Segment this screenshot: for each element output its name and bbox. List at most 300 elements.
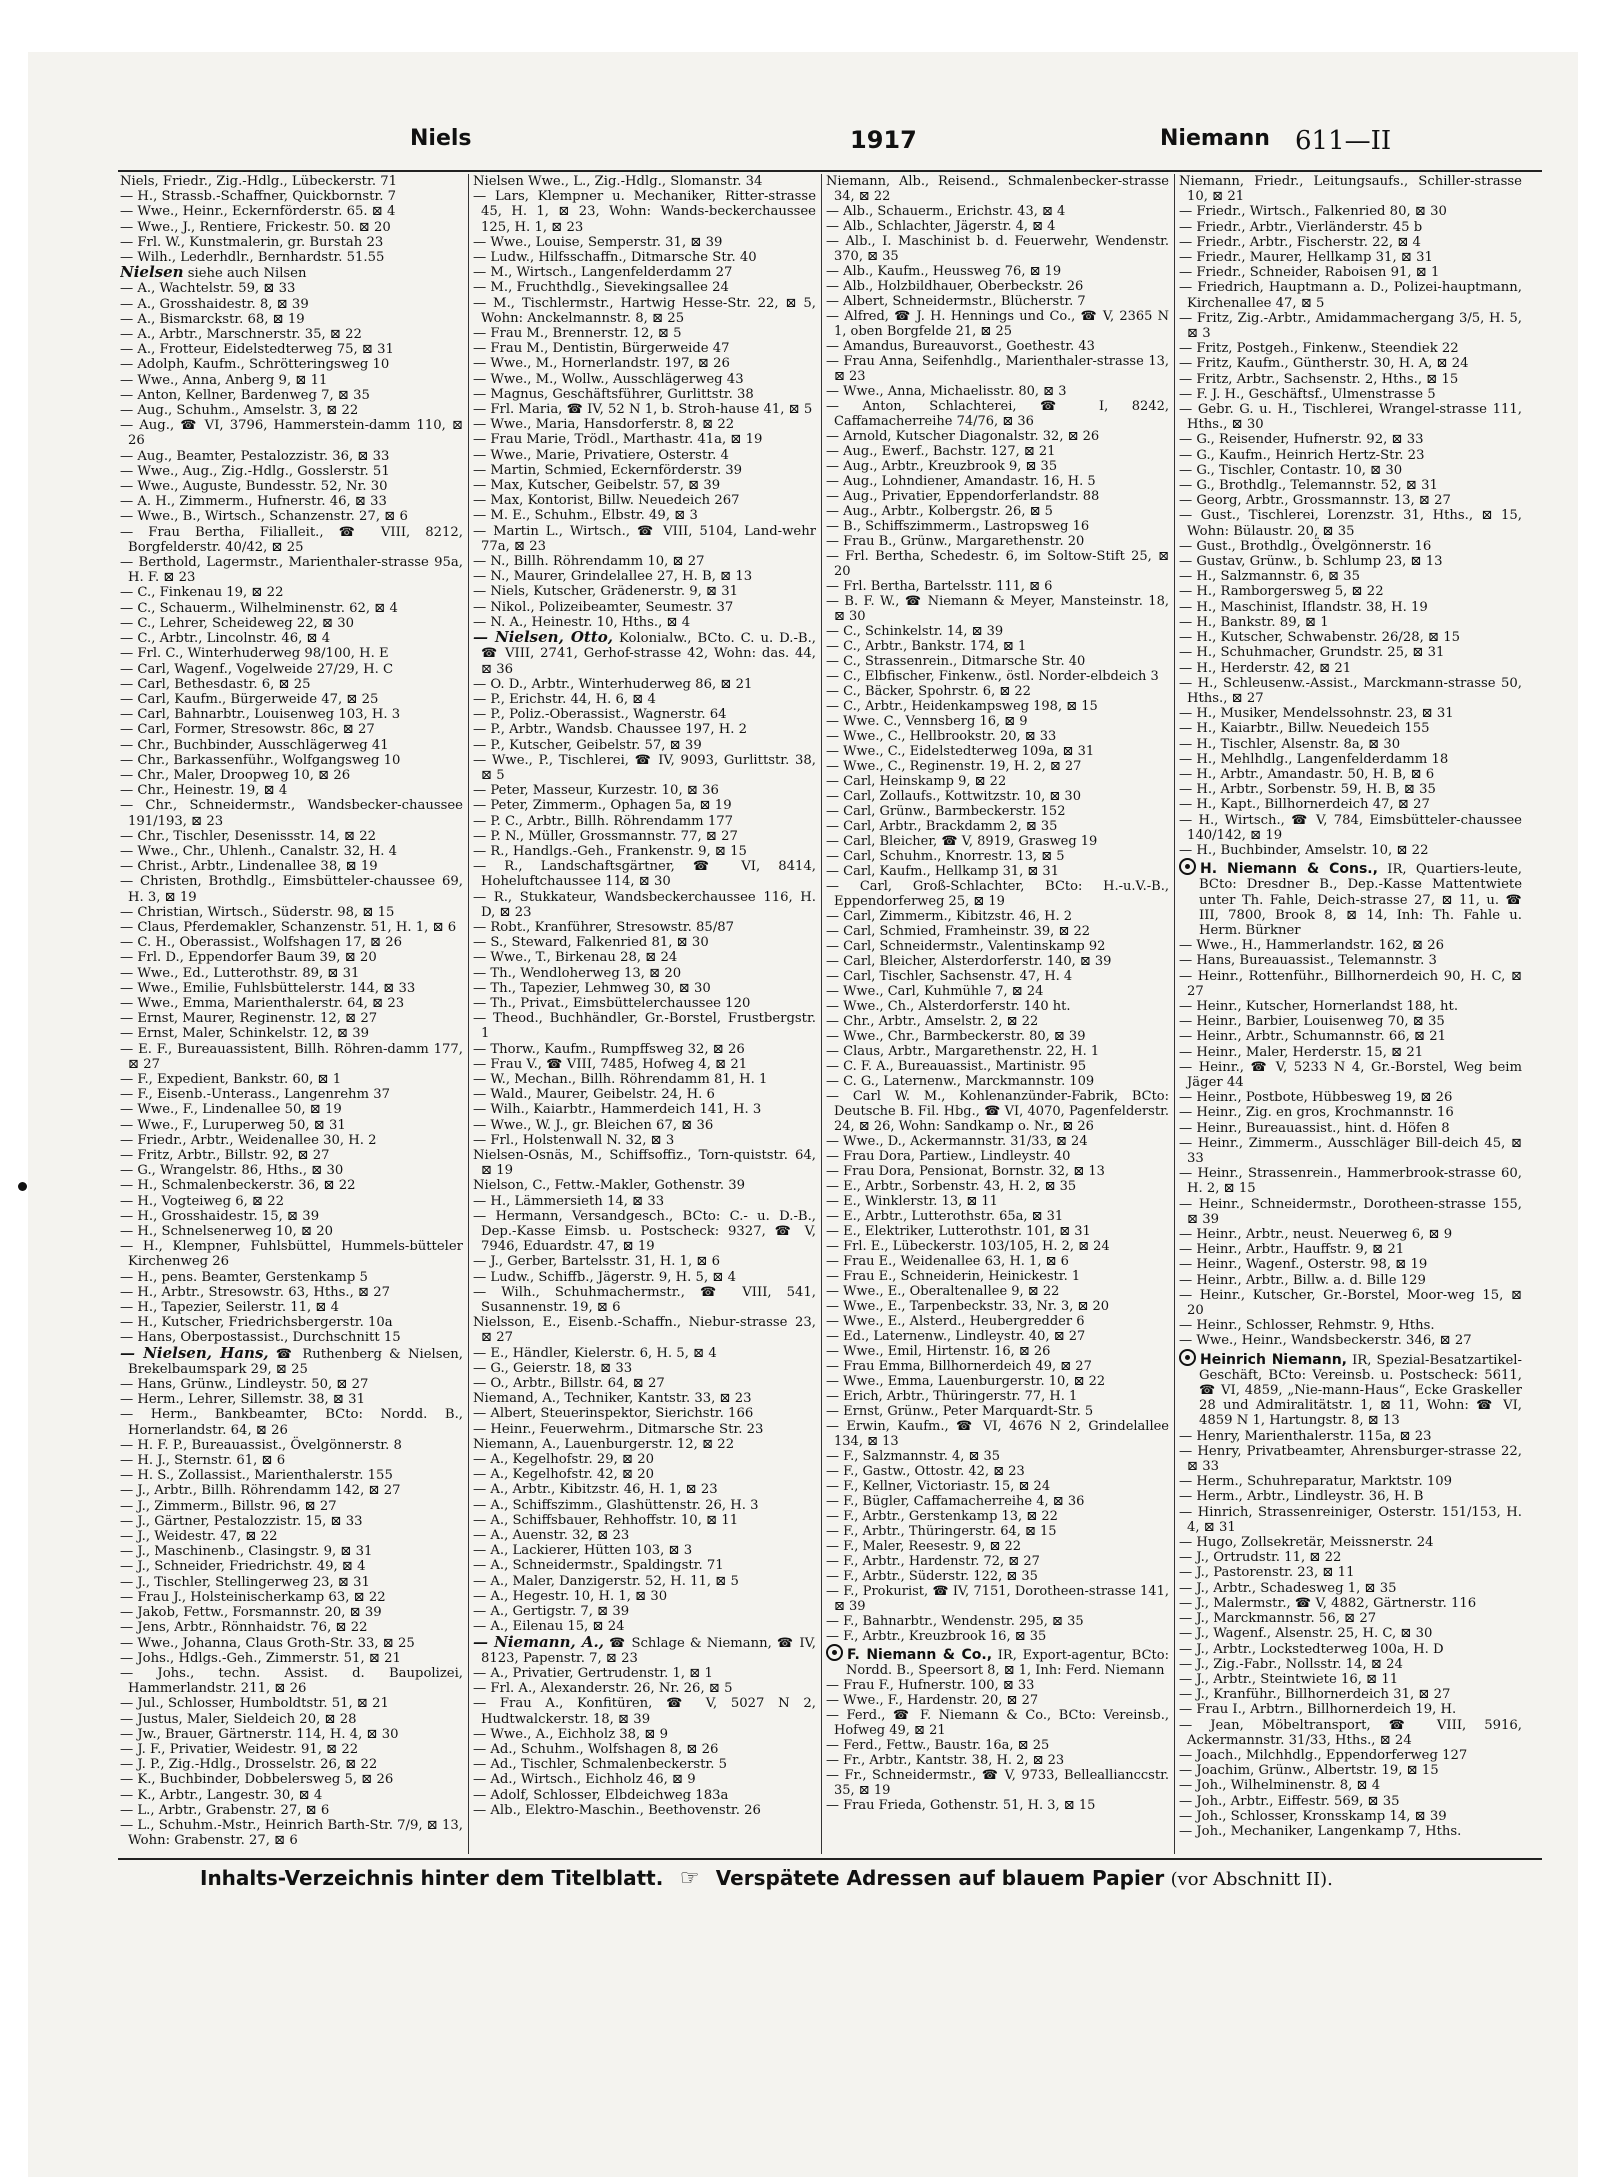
directory-entry: [120, 1102, 463, 1117]
header-year: 1917: [850, 126, 917, 154]
entry-text: — C., Schauerm., Wilhelminenstr. 62, ⊠ 4: [120, 600, 398, 616]
entry-text: — Magnus, Geschäftsführer, Gurlittstr. 38: [473, 386, 754, 402]
entry-text: — H. J., Sternstr. 61, ⊠ 6: [120, 1453, 286, 1469]
header-rule: [118, 170, 1542, 172]
entry-text: — Heinr., Kutscher, Hornerlandst 188, ht.: [1179, 998, 1459, 1014]
entry-text: — E., Arbtr., Sorbenstr. 43, H. 2, ⊠ 35: [826, 1179, 1077, 1194]
directory-entry: [473, 387, 816, 402]
entry-text: — F., Arbtr., Kreuzbrook 16, ⊠ 35: [826, 1629, 1047, 1644]
directory-entry: [826, 1374, 1169, 1389]
entry-text: — Fritz, Arbtr., Billstr. 92, ⊠ 27: [120, 1148, 330, 1163]
directory-entry: [120, 1575, 463, 1590]
entry-text: — Wwe., E., Oberaltenallee 9, ⊠ 22: [826, 1284, 1060, 1299]
entry-text: — Fr., Arbtr., Kantstr. 38, H. 2, ⊠ 23: [826, 1753, 1065, 1768]
directory-entry: [473, 1118, 816, 1133]
directory-entry: [120, 1590, 463, 1605]
entry-text: — C., Bäcker, Spohrstr. 6, ⊠ 22: [826, 684, 1031, 699]
entry-text: — J. F., Privatier, Weidestr. 91, ⊠ 22: [120, 1741, 359, 1757]
surname-heading: — Nielsen, Otto,: [473, 628, 613, 647]
entry-text: — Georg, Arbtr., Grossmannstr. 13, ⊠ 27: [1179, 493, 1451, 509]
entry-text: — Wwe., Auguste, Bundesstr. 52, Nr. 30: [120, 479, 388, 495]
entry-text: — H., Grosshaidestr. 15, ⊠ 39: [120, 1208, 320, 1224]
entry-text: — Frl. Bertha, Schedestr. 6, im Soltow-Stift 25, ⊠ 20: [826, 549, 1169, 579]
entry-text: — Chr., Schneidermstr., Wandsbecker-chaussee 191/193, ⊠ 23: [120, 798, 463, 829]
directory-entry: [826, 789, 1169, 804]
entry-text: — Alb., Kaufm., Heussweg 76, ⊠ 19: [826, 264, 1062, 279]
directory-entry: [473, 935, 816, 950]
directory-entry: [1179, 737, 1522, 752]
firm-name: H. Niemann & Cons.,: [1200, 861, 1378, 878]
directory-entry: [1179, 204, 1522, 219]
directory-entry: [1179, 615, 1522, 630]
directory-entry: [473, 753, 816, 783]
entry-text: — Aug., Ewerf., Bachstr. 127, ⊠ 21: [826, 444, 1056, 459]
directory-entry: [120, 1544, 463, 1559]
entry-text: — Carl, Bleicher, ☎ V, 8919, Grasweg 19: [826, 834, 1098, 849]
directory-entry: [826, 1753, 1169, 1768]
entry-text: — A., Schneidermstr., Spaldingstr. 71: [473, 1558, 724, 1574]
entry-text: — Th., Privat., Eimsbüttelerchaussee 120: [473, 995, 751, 1011]
directory-entry: [826, 729, 1169, 744]
entry-text: — Fritz, Arbtr., Sachsenstr. 2, Hths., ⊠ 15: [1179, 371, 1459, 387]
directory-entry: [826, 624, 1169, 639]
directory-entry: [826, 294, 1169, 309]
entry-text: — A., Wachtelstr. 59, ⊠ 33: [120, 281, 296, 297]
entry-text: — H., Salzmannstr. 6, ⊠ 35: [1179, 569, 1360, 585]
entry-text: — J., Zimmerm., Billstr. 96, ⊠ 27: [120, 1498, 337, 1514]
directory-entry: [473, 630, 816, 677]
entry-text: — Carl, Wagenf., Vogelweide 27/29, H. C: [120, 661, 394, 677]
entry-text: — Frau E., Weidenallee 63, H. 1, ⊠ 6: [826, 1254, 1069, 1269]
entry-text: — Frau Dora, Pensionat, Bornstr. 32, ⊠ 13: [826, 1164, 1105, 1179]
directory-entry: [473, 1011, 816, 1041]
entry-text: — Friedr., Arbtr., Vierländerstr. 45 b: [1179, 219, 1423, 235]
directory-entry: [120, 281, 463, 296]
directory-entry: [826, 1693, 1169, 1708]
entry-text: — Anton, Kellner, Bardenweg 7, ⊠ 35: [120, 387, 370, 403]
directory-entry: [473, 1666, 816, 1681]
entry-text: — C., Finkenau 19, ⊠ 22: [120, 585, 284, 601]
entry-text: — H., Tapezier, Seilerstr. 11, ⊠ 4: [120, 1300, 340, 1316]
entry-text: — Joach., Milchhdlg., Eppendorferweg 127: [1179, 1747, 1468, 1763]
entry-text: — Wwe., Emil, Hirtenstr. 16, ⊠ 26: [826, 1344, 1051, 1359]
firm-name: F. Niemann & Co.,: [847, 1647, 993, 1663]
entry-text: — J., Tischler, Stellingerweg 23, ⊠ 31: [120, 1574, 370, 1590]
directory-entry: [473, 463, 816, 478]
directory-entry: [120, 1239, 463, 1269]
directory-entry: [473, 1681, 816, 1696]
entry-text: — Wwe., F., Luruperweg 50, ⊠ 31: [120, 1117, 346, 1133]
directory-entry: [826, 1314, 1169, 1329]
entry-text: — Jakob, Fettw., Forsmannstr. 20, ⊠ 39: [120, 1605, 382, 1621]
entry-text: — Ernst, Maurer, Reginenstr. 12, ⊠ 27: [120, 1011, 378, 1027]
directory-entry: [1179, 706, 1522, 721]
directory-entry: [473, 448, 816, 463]
entry-text: — L., Arbtr., Grabenstr. 27, ⊠ 6: [120, 1802, 330, 1818]
footer-rule: [118, 1858, 1542, 1860]
directory-entry: [120, 1194, 463, 1209]
directory-entry: [473, 1270, 816, 1285]
directory-entry: [826, 1344, 1169, 1359]
entry-text: — Wwe., M., Hornerlandstr. 197, ⊠ 26: [473, 356, 730, 372]
column-3: [826, 174, 1169, 1854]
directory-entry: [1179, 402, 1522, 432]
entry-text: — Lars, Klempner u. Mechaniker, Ritter-strasse 45, H. 1, ⊠ 23, Wohn: Wands-beckerchaussee 125, H. 1, ⊠ 23: [473, 189, 816, 235]
directory-entry: [120, 1636, 463, 1651]
entry-text: — Erwin, Kaufm., ☎ VI, 4676 N 2, Grindelallee 134, ⊠ 13: [826, 1419, 1169, 1449]
directory-entry: [826, 1419, 1169, 1449]
directory-entry: [120, 1696, 463, 1711]
directory-entry: [120, 631, 463, 646]
directory-entry: [826, 474, 1169, 489]
entry-text: — Max, Kutscher, Geibelstr. 57, ⊠ 39: [473, 478, 721, 494]
entry-text: — Th., Wendloherweg 13, ⊠ 20: [473, 965, 682, 981]
entry-text: — Wwe., Emma, Lauenburgerstr. 10, ⊠ 22: [826, 1374, 1106, 1389]
entry-text: — Wwe., M., Wollw., Ausschlägerweg 43: [473, 371, 744, 387]
directory-entry: [473, 1803, 816, 1818]
directory-entry: [826, 909, 1169, 924]
directory-entry: [473, 402, 816, 417]
directory-entry: [1179, 569, 1522, 584]
entry-text: — Carl W. M., Kohlenanzünder-Fabrik, BCto: Deutsche B. Fil. Hbg., ☎ VI, 4070, Pagenfelderstr. 24, ⊠ 26, Wohn: Sandkamp o. Nr., ⊠ 26: [826, 1089, 1169, 1134]
entry-text: — Christen, Brothdlg., Eimsbütteler-chaussee 69, H. 3, ⊠ 19: [120, 874, 463, 905]
directory-entry: [1179, 676, 1522, 706]
directory-entry: [120, 449, 463, 464]
entry-text: — Friedr., Wirtsch., Falkenried 80, ⊠ 30: [1179, 204, 1447, 220]
directory-entry: [826, 1284, 1169, 1299]
entry-text: Kolonialw., BCto. C. u. D.-B., ☎ VIII, 2741, Gerhof-strasse 42, Wohn: das. 44, ⊠ 36: [481, 631, 816, 677]
directory-entry: [826, 1389, 1169, 1404]
entry-text: — A., Maler, Danzigerstr. 52, H. 11, ⊠ 5: [473, 1573, 739, 1589]
directory-entry: [1179, 1242, 1522, 1257]
entry-text: — J., Arbtr., Lockstedterweg 100a, H. D: [1179, 1641, 1444, 1657]
directory-entry: [120, 601, 463, 616]
entry-text: — Claus, Arbtr., Margarethenstr. 22, H. 1: [826, 1044, 1100, 1059]
entry-text: — H., Maschinist, Iflandstr. 38, H. 19: [1179, 599, 1428, 615]
entry-text: — A., Kegelhofstr. 29, ⊠ 20: [473, 1452, 655, 1468]
directory-entry: [120, 220, 463, 235]
entry-text: — Carl, Schuhm., Knorrestr. 13, ⊠ 5: [826, 849, 1065, 864]
entry-text: — Carl, Grünw., Barmbeckerstr. 152: [826, 804, 1066, 819]
directory-entry: [120, 1407, 463, 1437]
directory-entry: [1179, 1505, 1522, 1535]
directory-entry: [1179, 250, 1522, 265]
header-left-word: Niels: [410, 126, 472, 151]
directory-entry: [1179, 1565, 1522, 1580]
directory-entry: [120, 174, 463, 189]
entry-text: — J., Ortrudstr. 11, ⊠ 22: [1179, 1550, 1342, 1566]
entry-text: — Christ., Arbtr., Lindenallee 38, ⊠ 19: [120, 859, 378, 875]
entry-text: — F., Bügler, Caffamacherreihe 4, ⊠ 36: [826, 1494, 1085, 1509]
entry-text: — Heinr., Postbote, Hübbesweg 19, ⊠ 26: [1179, 1090, 1453, 1106]
column-divider: [468, 174, 469, 1854]
directory-entry: [1179, 1136, 1522, 1166]
directory-entry: [826, 954, 1169, 969]
directory-entry: [826, 984, 1169, 999]
entry-text: — Henry, Privatbeamter, Ahrensburger-strasse 22, ⊠ 33: [1179, 1443, 1522, 1475]
entry-text: — A., Hegestr. 10, H. 1, ⊠ 30: [473, 1588, 668, 1604]
directory-entry: [826, 1194, 1169, 1209]
entry-text: — Alb., I. Maschinist b. d. Feuerwehr, Wendenstr. 370, ⊠ 35: [826, 234, 1169, 264]
directory-entry: [1179, 174, 1522, 204]
firm-advert-entry: [1179, 1349, 1522, 1429]
directory-entry: [120, 1651, 463, 1666]
directory-entry: [120, 829, 463, 844]
entry-text: — Frl. Maria, ☎ IV, 52 N 1, b. Stroh-hause 41, ⊠ 5: [473, 402, 813, 418]
entry-text: — Frau Marie, Trödl., Marthastr. 41a, ⊠ 19: [473, 432, 763, 448]
entry-text: — F., Arbtr., Gerstenkamp 13, ⊠ 22: [826, 1509, 1058, 1524]
directory-entry: [1179, 721, 1522, 736]
entry-text: — H., Kapt., Billhornerdeich 47, ⊠ 27: [1179, 797, 1430, 813]
entry-text: — H., Kutscher, Schwabenstr. 26/28, ⊠ 15: [1179, 630, 1461, 646]
directory-entry: [473, 1391, 816, 1406]
directory-entry: [120, 1300, 463, 1315]
directory-entry: [120, 1712, 463, 1727]
directory-entry: [826, 1629, 1169, 1644]
header-right-word: Niemann: [1160, 126, 1270, 151]
directory-entry: [826, 864, 1169, 879]
scan-margin-top: [0, 0, 1600, 52]
directory-entry: [826, 384, 1169, 399]
entry-text: — Hans, Oberpostassist., Durchschnitt 15: [120, 1330, 401, 1346]
entry-text: — Heinr., Wagenf., Osterstr. 98, ⊠ 19: [1179, 1257, 1428, 1273]
entry-text: — Frau Bertha, Filialleit., ☎ VIII, 8212, Borgfelderstr. 40/42, ⊠ 25: [120, 524, 463, 555]
entry-text: — Adolf, Schlosser, Elbdeichweg 183a: [473, 1787, 729, 1803]
entry-text: — K., Buchbinder, Dobbelersweg 5, ⊠ 26: [120, 1772, 394, 1788]
directory-entry: [473, 859, 816, 889]
entry-text: — Heinr., Feuerwehrm., Ditmarsche Str. 23: [473, 1421, 764, 1437]
entry-text: — P., Poliz.-Oberassist., Wagnerstr. 64: [473, 707, 727, 723]
entry-text: — F., Expedient, Bankstr. 60, ⊠ 1: [120, 1071, 342, 1087]
directory-entry: [1179, 1105, 1522, 1120]
entry-text: — Joachim, Grünw., Albertstr. 19, ⊠ 15: [1179, 1763, 1439, 1779]
entry-text: — Ferd., Fettw., Baustr. 16a, ⊠ 25: [826, 1738, 1050, 1753]
directory-entry: [1179, 1550, 1522, 1565]
entry-text: — C., Arbtr., Heidenkampsweg 198, ⊠ 15: [826, 699, 1098, 714]
entry-text: — Friedr., Maurer, Hellkamp 31, ⊠ 31: [1179, 250, 1433, 266]
entry-text: — H. F. P., Bureauassist., Övelgönnerstr. 8: [120, 1437, 402, 1453]
directory-entry: [473, 1178, 816, 1193]
entry-text: — Frau M., Dentistin, Bürgerweide 47: [473, 341, 730, 357]
entry-text: — Carl, Groß-Schlachter, BCto: H.-u.V.-B., Eppendorferweg 25, ⊠ 19: [826, 879, 1169, 909]
entry-text: — Wwe., Anna, Anberg 9, ⊠ 11: [120, 372, 328, 388]
entry-text: — H., Buchbinder, Amselstr. 10, ⊠ 22: [1179, 842, 1429, 858]
directory-entry: [1179, 372, 1522, 387]
entry-text: — A., Eilenau 15, ⊠ 24: [473, 1619, 625, 1635]
directory-entry: [120, 646, 463, 661]
directory-entry: [120, 1514, 463, 1529]
entry-text: — Heinr., Strassenrein., Hammerbrook-strasse 60, H. 2, ⊠ 15: [1179, 1166, 1522, 1197]
entry-text: — Theod., Buchhändler, Gr.-Borstel, Frustbergstr. 1: [473, 1011, 816, 1042]
directory-entry: [1179, 1227, 1522, 1242]
entry-text: — H., pens. Beamter, Gerstenkamp 5: [120, 1269, 368, 1285]
entry-text: — Wald., Maurer, Geibelstr. 24, H. 6: [473, 1087, 715, 1103]
entry-text: — Heinr., Schneidermstr., Dorotheen-strasse 155, ⊠ 39: [1179, 1196, 1522, 1227]
entry-text: — Frau Dora, Partiew., Lindleystr. 40: [826, 1149, 1071, 1164]
directory-entry: [473, 1376, 816, 1391]
directory-entry: [473, 1467, 816, 1482]
directory-entry: [826, 339, 1169, 354]
entry-text: — Carl, Former, Stresowstr. 86c, ⊠ 27: [120, 722, 375, 738]
directory-entry: [1179, 1121, 1522, 1136]
directory-entry: [826, 684, 1169, 699]
entry-text: — Carl, Arbtr., Brackdamm 2, ⊠ 35: [826, 819, 1058, 834]
entry-text: — Gebr. G. u. H., Tischlerei, Wrangel-strasse 111, Hths., ⊠ 30: [1179, 402, 1522, 433]
entry-text: — Alb., Elektro-Maschin., Beethovenstr. 26: [473, 1802, 761, 1818]
entry-text: — Wilh., Lederhdlr., Bernhardstr. 51.55: [120, 250, 385, 266]
directory-entry: [473, 1346, 816, 1361]
directory-entry: [1179, 448, 1522, 463]
surname-heading: — Nielsen, Hans,: [120, 1343, 269, 1362]
directory-entry: [826, 924, 1169, 939]
directory-entry: [1179, 645, 1522, 660]
directory-entry: [826, 264, 1169, 279]
entry-text: — Alb., Schlachter, Jägerstr. 4, ⊠ 4: [826, 219, 1056, 234]
directory-entry: [826, 1089, 1169, 1134]
directory-entry: [826, 714, 1169, 729]
directory-entry: [826, 234, 1169, 264]
entry-text: — M., Fruchthdlg., Sievekingsallee 24: [473, 280, 729, 296]
entry-text: — Albert, Schneidermstr., Blücherstr. 7: [826, 294, 1086, 309]
directory-entry: [1179, 1014, 1522, 1029]
directory-entry: [826, 1149, 1169, 1164]
directory-entry: [826, 699, 1169, 714]
directory-entry: [120, 722, 463, 737]
directory-entry: [1179, 1318, 1522, 1333]
directory-entry: [826, 534, 1169, 549]
entry-text: — Claus, Pferdemakler, Schanzenstr. 51, H. 1, ⊠ 6: [120, 919, 457, 935]
entry-text: — Wwe., Chr., Uhlenh., Canalstr. 32, H. 4: [120, 843, 398, 859]
directory-entry: [120, 464, 463, 479]
entry-text: — Adolph, Kaufm., Schrötteringsweg 10: [120, 357, 390, 373]
entry-text: Nielsen-Osnäs, M., Schiffsoffiz., Torn-quiststr. 64, ⊠ 19: [473, 1148, 816, 1179]
directory-entry: [473, 844, 816, 859]
entry-text: — Frl., Holstenwall N. 32, ⊠ 3: [473, 1132, 675, 1148]
entry-text: — Frl. Bertha, Bartelsstr. 111, ⊠ 6: [826, 579, 1053, 594]
directory-entry: [473, 1102, 816, 1117]
directory-entry: [120, 1757, 463, 1772]
directory-entry: [473, 250, 816, 265]
directory-entry: [120, 1343, 463, 1377]
directory-entry: [120, 1666, 463, 1696]
entry-text: — Thorw., Kaufm., Rumpffsweg 32, ⊠ 26: [473, 1041, 745, 1057]
entry-text: — G., Kaufm., Heinrich Hertz-Str. 23: [1179, 447, 1425, 463]
directory-entry: [826, 1029, 1169, 1044]
directory-entry: [473, 677, 816, 692]
entry-text: — J., Malermstr., ☎ V, 4882, Gärtnerstr. 116: [1179, 1595, 1477, 1611]
directory-entry: [826, 819, 1169, 834]
entry-text: — Aug., Schuhm., Amselstr. 3, ⊠ 22: [120, 403, 359, 419]
directory-entry: [120, 707, 463, 722]
firm-name: Heinrich Niemann,: [1200, 1351, 1347, 1368]
entry-text: — Wwe., C., Hellbrookstr. 20, ⊠ 33: [826, 729, 1057, 744]
entry-text: — Hugo, Zollsekretär, Meissnerstr. 24: [1179, 1535, 1434, 1551]
entry-text: — Jean, Möbeltransport, ☎ VIII, 5916, Ackermannstr. 31/33, Hths., ⊠ 24: [1179, 1717, 1522, 1748]
entry-text: — Fritz, Zig.-Arbtr., Amidammachergang 3/5, H. 5, ⊠ 3: [1179, 310, 1522, 342]
entry-text: — Heinr., Barbier, Louisenweg 70, ⊠ 35: [1179, 1014, 1445, 1030]
directory-entry: [120, 1559, 463, 1574]
directory-entry: [120, 1620, 463, 1635]
directory-entry: [826, 399, 1169, 429]
entry-text: — J., Arbtr., Schadesweg 1, ⊠ 35: [1179, 1580, 1397, 1596]
directory-entry: [473, 1513, 816, 1528]
directory-entry: [473, 432, 816, 447]
directory-entry: [1179, 584, 1522, 599]
directory-entry: [826, 1329, 1169, 1344]
directory-entry: [1179, 1657, 1522, 1672]
entry-text: — Carl, Schneidermstr., Valentinskamp 92: [826, 939, 1106, 954]
directory-entry: [826, 1524, 1169, 1539]
entry-text: — Wwe., Heinr., Eckernförderstr. 65. ⊠ 4: [120, 204, 396, 220]
entry-text: — Wwe., F., Lindenallee 50, ⊠ 19: [120, 1102, 342, 1118]
entry-text: — P., Erichstr. 44, H. 6, ⊠ 4: [473, 691, 656, 707]
directory-entry: [473, 1788, 816, 1803]
directory-entry: [120, 692, 463, 707]
directory-entry: [473, 1543, 816, 1558]
circle-bullet-icon: [1179, 1349, 1196, 1366]
directory-entry: [1179, 220, 1522, 235]
directory-entry: [120, 1483, 463, 1498]
entry-text: — M. E., Schuhm., Elbstr. 49, ⊠ 3: [473, 508, 698, 524]
entry-text: — Albert, Steuerinspektor, Sierichstr. 166: [473, 1406, 754, 1422]
entry-text: — F., Arbtr., Süderstr. 122, ⊠ 35: [826, 1569, 1038, 1584]
directory-entry: [120, 1742, 463, 1757]
directory-entry: [473, 722, 816, 737]
entry-text: — Friedr., Arbtr., Weidenallee 30, H. 2: [120, 1132, 377, 1148]
entry-text: — Carl, Schmied, Framheinstr. 39, ⊠ 22: [826, 924, 1091, 939]
directory-entry: [473, 1632, 816, 1666]
directory-entry: [826, 1254, 1169, 1269]
entry-text: — J., Zig.-Fabr., Nollsstr. 14, ⊠ 24: [1179, 1656, 1403, 1672]
directory-entry: [1179, 813, 1522, 843]
entry-text: — A., Privatier, Gertrudenstr. 1, ⊠ 1: [473, 1665, 713, 1681]
directory-entry: [120, 1011, 463, 1026]
entry-text: — Peter, Masseur, Kurzestr. 10, ⊠ 36: [473, 783, 719, 799]
directory-entry: [1179, 1794, 1522, 1809]
directory-entry: [120, 1727, 463, 1742]
entry-text: — N. A., Heinestr. 10, Hths., ⊠ 4: [473, 614, 691, 630]
entry-text: — C., Lehrer, Scheideweg 22, ⊠ 30: [120, 615, 355, 631]
entry-text: — Wwe., Emma, Marienthalerstr. 64, ⊠ 23: [120, 995, 405, 1011]
directory-entry: [826, 1449, 1169, 1464]
entry-text: Niemann, Friedr., Leitungsaufs., Schiller-strasse 10, ⊠ 21: [1179, 174, 1522, 205]
directory-entry: [1179, 1672, 1522, 1687]
entry-text: — H., Arbtr., Sorbenstr. 59, H. B, ⊠ 35: [1179, 782, 1436, 798]
directory-entry: [826, 1584, 1169, 1614]
entry-text: — Herm., Arbtr., Lindleystr. 36, H. B: [1179, 1489, 1424, 1505]
entry-text: — Heinr., Schlosser, Rehmstr. 9, Hths.: [1179, 1318, 1435, 1334]
directory-entry: [473, 280, 816, 295]
scan-margin-right: [1578, 0, 1600, 2177]
entry-text: — G., Geierstr. 18, ⊠ 33: [473, 1360, 633, 1376]
directory-entry: [120, 479, 463, 494]
entry-text: — Frau E., Schneiderin, Heinickestr. 1: [826, 1269, 1081, 1284]
entry-text: — Th., Tapezier, Lehmweg 30, ⊠ 30: [473, 980, 711, 996]
entry-text: — Joh., Wilhelminenstr. 8, ⊠ 4: [1179, 1778, 1381, 1794]
directory-entry: [1179, 1197, 1522, 1227]
directory-entry: [1179, 356, 1522, 371]
directory-entry: [1179, 661, 1522, 676]
directory-entry: [473, 584, 816, 599]
entry-text: — Chr., Barkassenführ., Wolfgangsweg 10: [120, 752, 401, 768]
entry-text: — Wwe., Aug., Zig.-Hdlg., Gosslerstr. 51: [120, 463, 390, 479]
directory-entry: [120, 1224, 463, 1239]
directory-entry: [826, 849, 1169, 864]
entry-text: — Gust., Brothdlg., Övelgönnerstr. 16: [1179, 538, 1432, 554]
entry-text: — J., Maschinenb., Clasingstr. 9, ⊠ 31: [120, 1544, 373, 1560]
entry-text: — Heinr., Kutscher, Gr.-Borstel, Moor-weg 15, ⊠ 20: [1179, 1287, 1522, 1319]
directory-entry: [473, 950, 816, 965]
